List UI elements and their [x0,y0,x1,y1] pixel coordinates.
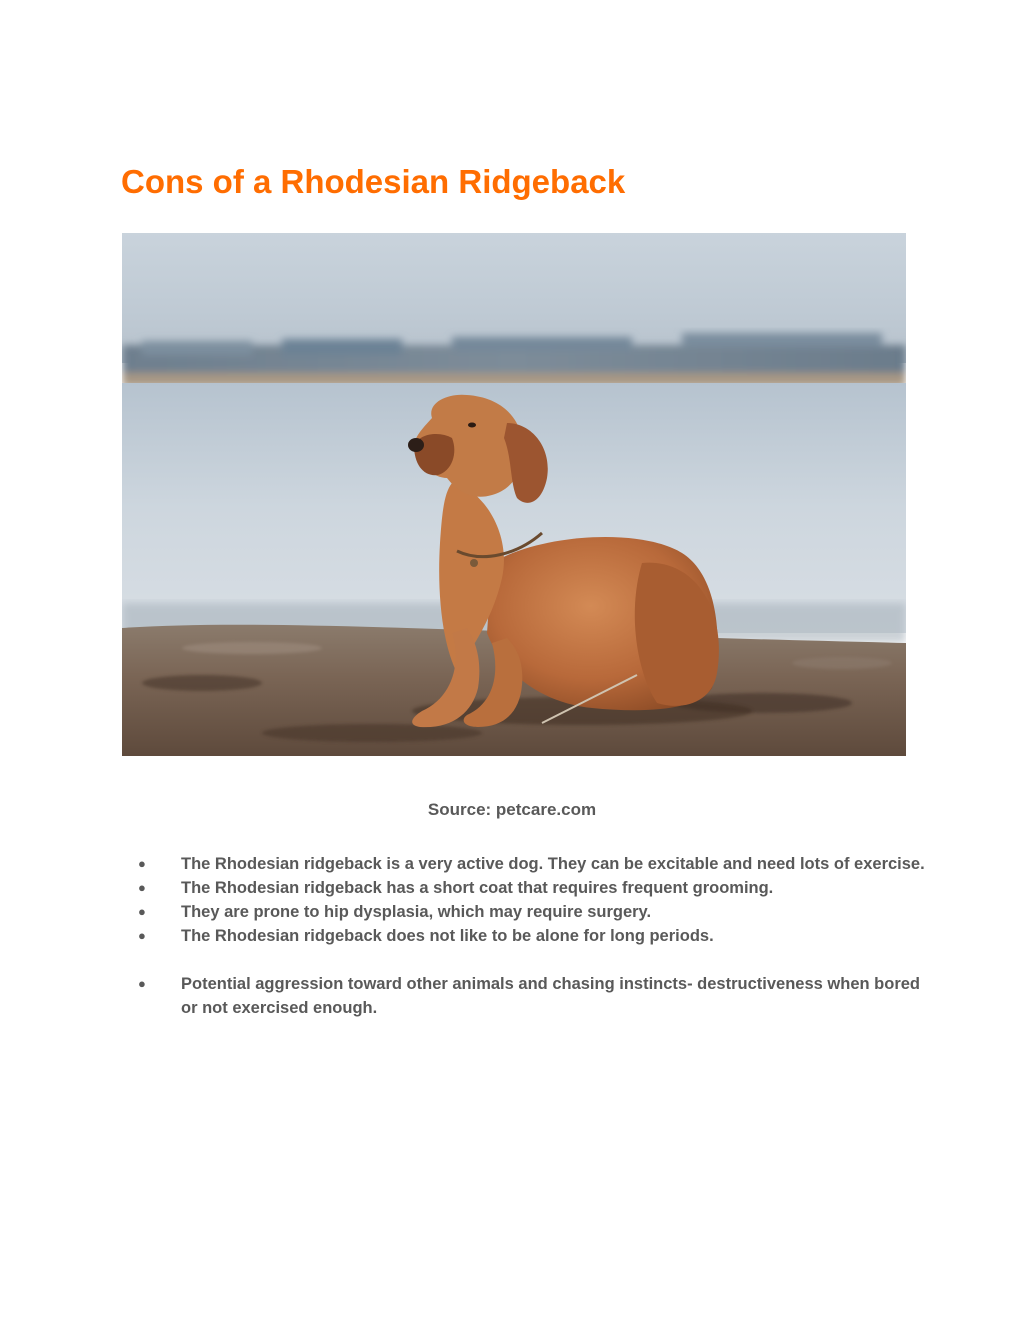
bullet-icon: ● [138,904,146,919]
bullet-icon: ● [138,976,146,991]
dog-photo-illustration [122,233,906,756]
list-item-text: Potential aggression toward other animals and chasing instincts- destructiveness when bored or not exercised enough. [181,975,920,1017]
bullet-icon: ● [138,880,146,895]
image-source-caption: Source: petcare.com [427,800,597,819]
list-item [138,876,928,900]
list-item [138,924,928,948]
dog-photo [122,233,906,756]
list-item-text: The Rhodesian ridgeback has a short coat that requires frequent grooming. [181,879,774,897]
bullet-icon: ● [138,928,146,943]
list-item-text: The Rhodesian ridgeback is a very active dog. They can be excitable and need lots of exercise. [181,855,925,873]
list-item-text: The Rhodesian ridgeback does not like to be alone for long periods. [181,927,714,945]
bullet-icon: ● [138,856,146,871]
list-item [138,972,928,1020]
cons-list [138,852,928,1020]
list-item-text: They are prone to hip dysplasia, which may require surgery. [181,903,652,921]
list-item [138,852,928,876]
page-title: Cons of a Rhodesian Ridgeback [121,163,626,200]
list-item [138,900,928,924]
